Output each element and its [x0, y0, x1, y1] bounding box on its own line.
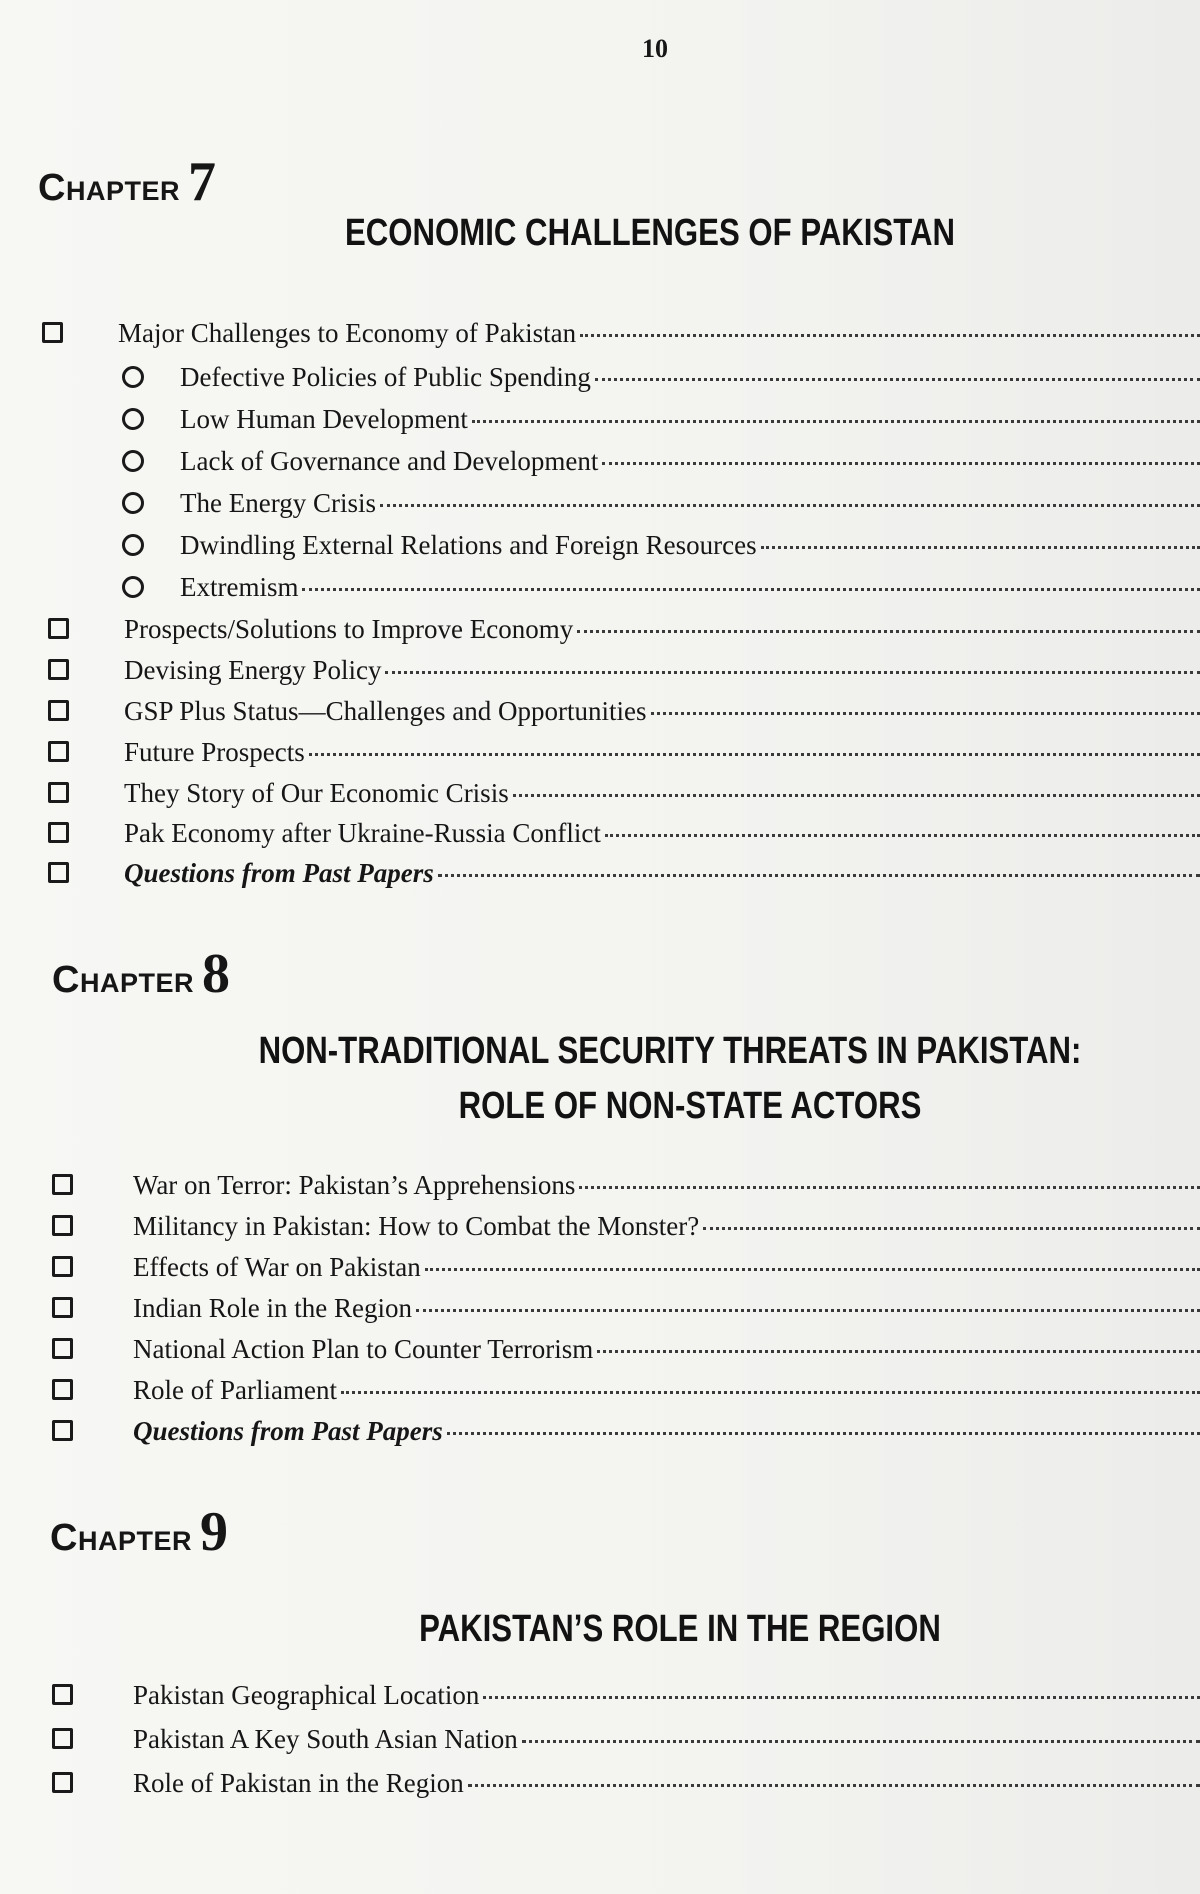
chapter-7-label: [38, 150, 216, 214]
toc-subentry[interactable]: [122, 446, 1200, 484]
entry-title: Defective Policies of Public Spending: [180, 362, 591, 392]
dot-leader: [602, 458, 1200, 465]
toc-entry[interactable]: [52, 1170, 1200, 1208]
entry-title: War on Terror: Pakistan’s Apprehensions: [133, 1170, 576, 1200]
dot-leader: [577, 626, 1200, 633]
toc-entry[interactable]: [52, 1252, 1200, 1290]
circle-bullet-icon: [122, 366, 144, 388]
chapter-9-title: PAKISTAN’S ROLE IN THE REGION: [419, 1608, 941, 1650]
toc-entry[interactable]: [52, 1724, 1200, 1762]
toc-subentry[interactable]: [122, 488, 1200, 526]
chapter-number: 9: [199, 1501, 229, 1563]
dot-leader: [468, 1780, 1200, 1787]
entry-title: Pak Economy after Ukraine-Russia Conflict: [124, 818, 601, 848]
entry-title: Prospects/Solutions to Improve Economy: [124, 614, 574, 644]
toc-entry[interactable]: [48, 655, 1200, 693]
dot-leader: [580, 330, 1200, 337]
toc-entry[interactable]: [48, 737, 1200, 775]
page-number: 10: [642, 34, 668, 63]
toc-entry[interactable]: [48, 778, 1200, 816]
circle-bullet-icon: [122, 534, 144, 556]
entry-title: Pakistan Geographical Location: [133, 1680, 480, 1710]
dot-leader: [483, 1692, 1200, 1699]
toc-entry[interactable]: [52, 1293, 1200, 1331]
square-bullet-icon: [48, 741, 69, 762]
toc-entry[interactable]: [48, 696, 1200, 734]
toc-entry[interactable]: [52, 1375, 1200, 1413]
toc-subentry[interactable]: [122, 530, 1200, 568]
dot-leader: [472, 416, 1200, 423]
entry-title: Pakistan A Key South Asian Nation: [133, 1724, 518, 1754]
toc-entry[interactable]: [42, 318, 1200, 356]
dot-leader: [579, 1182, 1200, 1189]
entry-title: Role of Pakistan in the Region: [133, 1768, 464, 1798]
dot-leader: [605, 830, 1200, 837]
square-bullet-icon: [52, 1684, 73, 1705]
chapter-number: 8: [201, 943, 231, 1005]
chapter-7-title: ECONOMIC CHALLENGES OF PAKISTAN: [345, 212, 955, 254]
entry-title: Extremism: [180, 572, 299, 602]
square-bullet-icon: [52, 1256, 73, 1277]
dot-leader: [302, 584, 1200, 591]
entry-title: Low Human Development: [180, 404, 468, 434]
dot-leader: [597, 1346, 1200, 1353]
entry-title: Effects of War on Pakistan: [133, 1252, 421, 1282]
circle-bullet-icon: [122, 450, 144, 472]
chapter-8-title-line-1: NON-TRADITIONAL SECURITY THREATS IN PAKISTAN:: [258, 1030, 1082, 1072]
square-bullet-icon: [52, 1338, 73, 1359]
toc-subentry[interactable]: [122, 404, 1200, 442]
circle-bullet-icon: [122, 492, 144, 514]
chapter-9-label: [50, 1500, 228, 1564]
chapter-word: Chapter: [50, 1517, 192, 1559]
dot-leader: [513, 790, 1200, 797]
square-bullet-icon: [52, 1420, 73, 1441]
toc-entry[interactable]: [52, 1211, 1200, 1249]
toc-entry[interactable]: [48, 818, 1200, 856]
dot-leader: [425, 1264, 1200, 1271]
dot-leader: [341, 1387, 1200, 1394]
entry-title: Militancy in Pakistan: How to Combat the Monster?: [133, 1211, 700, 1241]
entry-title: National Action Plan to Counter Terrorism: [133, 1334, 594, 1364]
dot-leader: [438, 870, 1200, 877]
square-bullet-icon: [52, 1728, 73, 1749]
toc-entry[interactable]: [52, 1680, 1200, 1718]
square-bullet-icon: [42, 322, 63, 343]
dot-leader: [380, 500, 1200, 507]
square-bullet-icon: [48, 700, 69, 721]
entry-title: Lack of Governance and Development: [180, 446, 599, 476]
dot-leader: [651, 708, 1200, 715]
toc-entry[interactable]: [52, 1334, 1200, 1372]
entry-title: Major Challenges to Economy of Pakistan: [118, 318, 577, 348]
square-bullet-icon: [52, 1174, 73, 1195]
entry-title: Devising Energy Policy: [124, 655, 382, 685]
square-bullet-icon: [48, 659, 69, 680]
entry-title: Questions from Past Papers: [124, 858, 434, 888]
toc-entry[interactable]: [48, 614, 1200, 652]
toc-entry[interactable]: [52, 1768, 1200, 1806]
entry-title: Role of Parliament: [133, 1375, 337, 1405]
entry-title: Future Prospects: [124, 737, 305, 767]
entry-title: Questions from Past Papers: [133, 1416, 443, 1446]
square-bullet-icon: [48, 618, 69, 639]
square-bullet-icon: [48, 822, 69, 843]
dot-leader: [385, 667, 1200, 674]
circle-bullet-icon: [122, 576, 144, 598]
square-bullet-icon: [52, 1297, 73, 1318]
toc-subentry[interactable]: [122, 362, 1200, 400]
square-bullet-icon: [48, 782, 69, 803]
square-bullet-icon: [52, 1215, 73, 1236]
entry-title: GSP Plus Status—Challenges and Opportunities: [124, 696, 647, 726]
square-bullet-icon: [52, 1379, 73, 1400]
square-bullet-icon: [48, 862, 69, 883]
toc-subentry[interactable]: [122, 572, 1200, 610]
square-bullet-icon: [52, 1772, 73, 1793]
dot-leader: [416, 1305, 1200, 1312]
circle-bullet-icon: [122, 408, 144, 430]
entry-title: The Energy Crisis: [180, 488, 376, 518]
toc-entry-questions[interactable]: [52, 1416, 1200, 1454]
chapter-word: Chapter: [38, 167, 180, 209]
dot-leader: [309, 749, 1200, 756]
dot-leader: [522, 1736, 1200, 1743]
chapter-number: 7: [187, 151, 217, 213]
chapter-word: Chapter: [52, 959, 194, 1001]
entry-title: Indian Role in the Region: [133, 1293, 412, 1323]
entry-title: They Story of Our Economic Crisis: [124, 778, 509, 808]
chapter-8-label: [52, 942, 230, 1006]
entry-title: Dwindling External Relations and Foreign Resources: [180, 530, 757, 560]
dot-leader: [447, 1428, 1200, 1435]
dot-leader: [761, 542, 1200, 549]
chapter-8-title-line-2: ROLE OF NON-STATE ACTORS: [458, 1085, 922, 1127]
toc-entry-questions[interactable]: [48, 858, 1200, 896]
dot-leader: [595, 374, 1200, 381]
dot-leader: [703, 1223, 1200, 1230]
